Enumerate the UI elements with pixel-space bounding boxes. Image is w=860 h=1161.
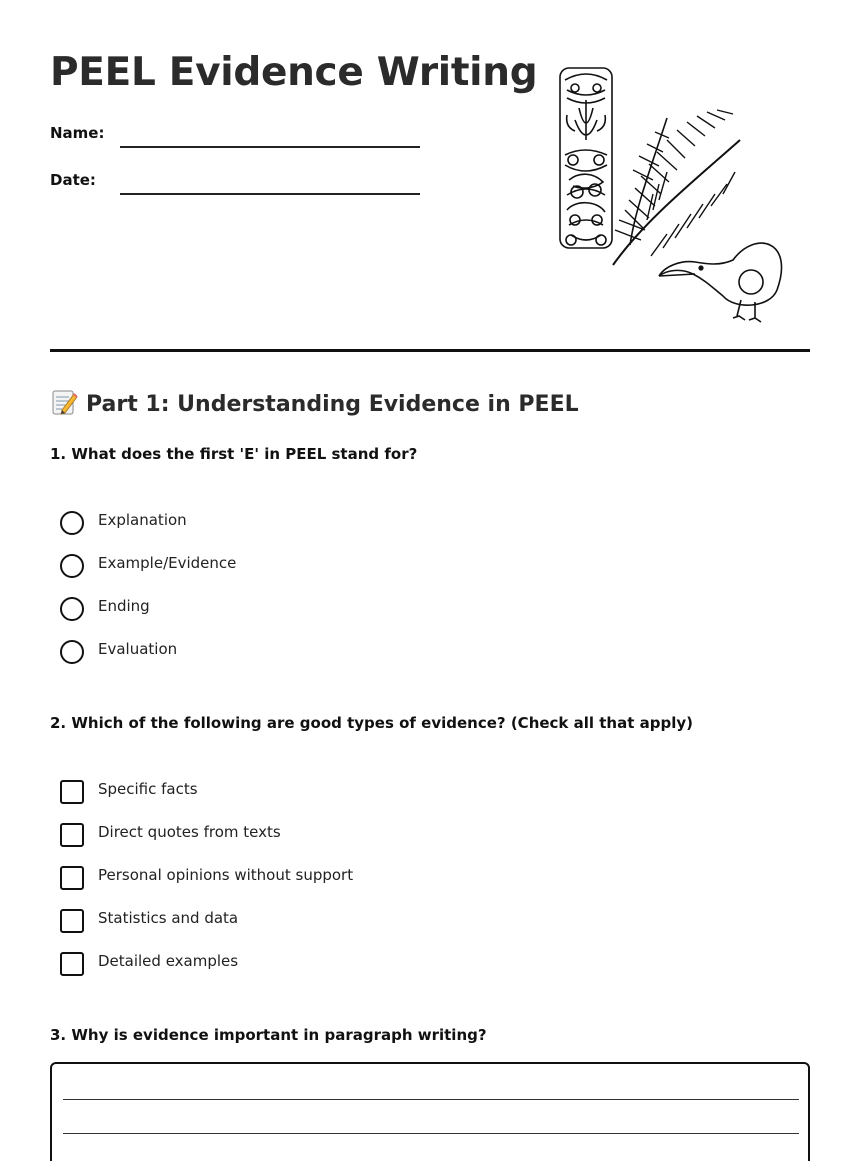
question-1-options	[60, 507, 660, 679]
name-input-line[interactable]	[120, 146, 420, 148]
checkbox[interactable]	[60, 866, 84, 890]
kiwi-bird-icon	[659, 243, 782, 322]
question-1: 1. What does the first 'E' in PEEL stand for?	[50, 445, 418, 463]
radio-button[interactable]	[60, 511, 84, 535]
checkbox[interactable]	[60, 909, 84, 933]
option-label: Statistics and data	[98, 909, 239, 927]
checkbox[interactable]	[60, 780, 84, 804]
option-label: Direct quotes from texts	[98, 823, 281, 841]
option-label: Example/Evidence	[98, 554, 237, 572]
name-label: Name:	[50, 124, 105, 142]
option-specific-facts[interactable]	[60, 776, 660, 819]
option-label: Detailed examples	[98, 952, 239, 970]
worksheet-header	[50, 0, 810, 352]
memo-pencil-icon	[50, 388, 78, 416]
option-ending[interactable]	[60, 593, 660, 636]
nz-illustration	[555, 60, 795, 325]
silver-fern-icon	[613, 110, 740, 265]
radio-button[interactable]	[60, 597, 84, 621]
answer-line[interactable]	[63, 1133, 799, 1134]
option-example-evidence[interactable]	[60, 550, 660, 593]
page-title: PEEL Evidence Writing	[50, 50, 538, 95]
option-statistics-data[interactable]	[60, 905, 660, 948]
checkbox[interactable]	[60, 952, 84, 976]
question-2: 2. Which of the following are good types of evidence? (Check all that apply)	[50, 714, 693, 732]
part1-title	[50, 388, 579, 417]
option-label: Personal opinions without support	[98, 866, 354, 884]
option-detailed-examples[interactable]	[60, 948, 660, 991]
answer-box[interactable]	[50, 1062, 810, 1161]
part1-title-text: Part 1: Understanding Evidence in PEEL	[86, 392, 579, 417]
option-label: Explanation	[98, 511, 187, 529]
date-label: Date:	[50, 171, 96, 189]
option-direct-quotes[interactable]	[60, 819, 660, 862]
option-evaluation[interactable]	[60, 636, 660, 679]
radio-button[interactable]	[60, 554, 84, 578]
option-label: Evaluation	[98, 640, 178, 658]
date-input-line[interactable]	[120, 193, 420, 195]
header-divider	[50, 349, 810, 352]
question-3: 3. Why is evidence important in paragraph writing?	[50, 1026, 487, 1044]
radio-button[interactable]	[60, 640, 84, 664]
checkbox[interactable]	[60, 823, 84, 847]
maori-carving-icon	[560, 68, 612, 248]
option-label: Specific facts	[98, 780, 198, 798]
answer-line[interactable]	[63, 1099, 799, 1100]
date-field[interactable]	[50, 165, 420, 195]
question-2-options	[60, 776, 660, 991]
option-personal-opinions[interactable]	[60, 862, 660, 905]
name-field[interactable]	[50, 118, 420, 148]
option-explanation[interactable]	[60, 507, 660, 550]
option-label: Ending	[98, 597, 150, 615]
